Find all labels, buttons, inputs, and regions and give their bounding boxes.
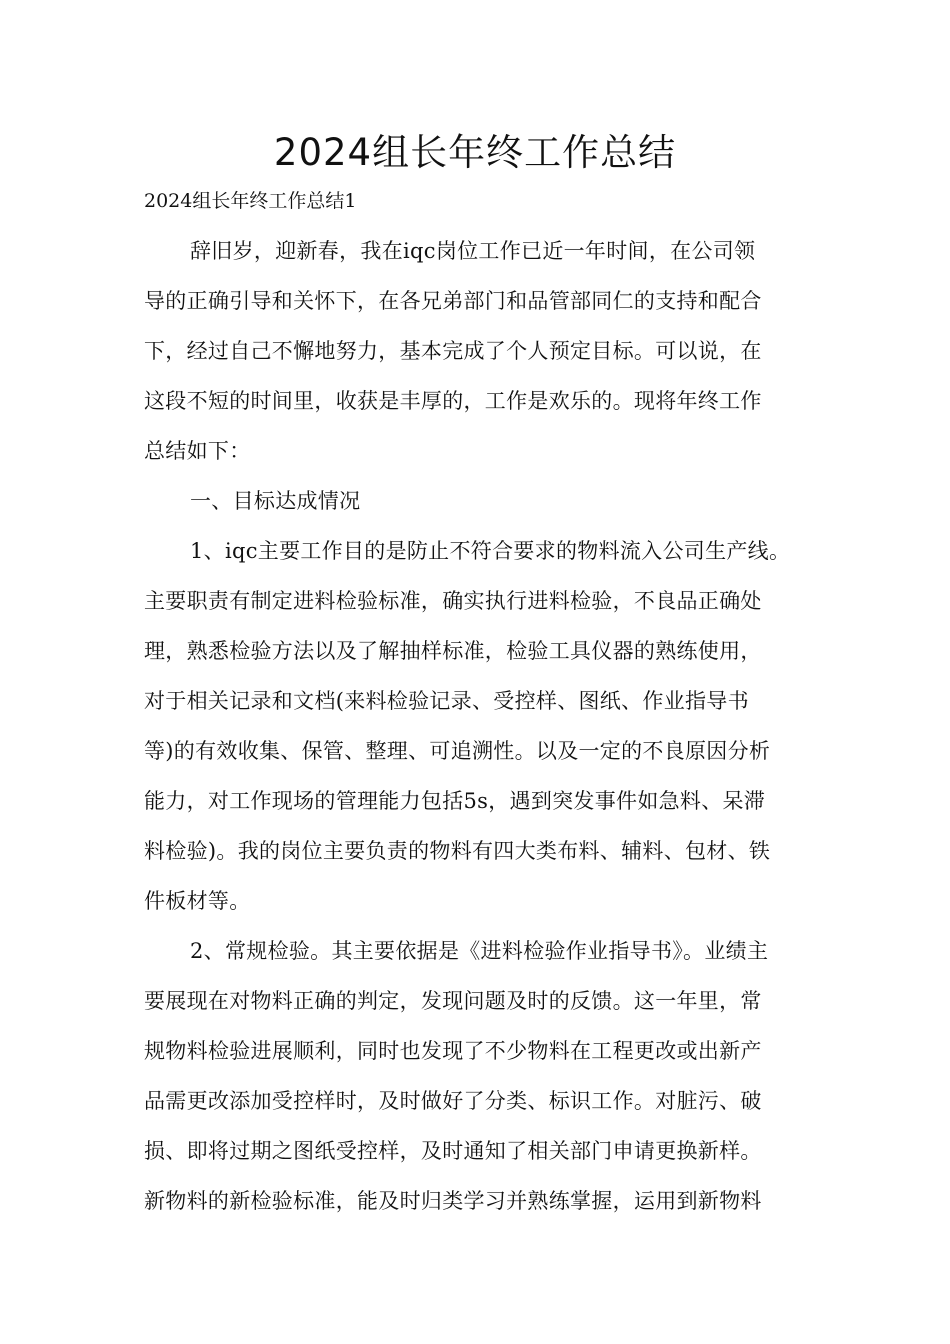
paragraph-line: 能力，对工作现场的管理能力包括5s，遇到突发事件如急料、呆滞: [144, 789, 766, 813]
paragraph-line: 对于相关记录和文档(来料检验记录、受控样、图纸、作业指导书: [144, 689, 749, 713]
paragraph-line: 要展现在对物料正确的判定，发现问题及时的反馈。这一年里，常: [144, 989, 762, 1013]
paragraph-line: 件板材等。: [144, 889, 251, 913]
paragraph-item-1: [144, 526, 806, 926]
paragraph-line: 料检验)。我的岗位主要负责的物料有四大类布料、辅料、包材、铁: [144, 839, 771, 863]
paragraph-line: 损、即将过期之图纸受控样，及时通知了相关部门申请更换新样。: [144, 1139, 762, 1163]
paragraph-line: 理，熟悉检验方法以及了解抽样标准，检验工具仪器的熟练使用，: [144, 639, 762, 663]
paragraph-line: 规物料检验进展顺利，同时也发现了不少物料在工程更改或出新产: [144, 1039, 762, 1063]
paragraph-line: 这段不短的时间里，收获是丰厚的，工作是欢乐的。现将年终工作: [144, 389, 762, 413]
subsection-heading: 一、目标达成情况: [190, 489, 361, 513]
paragraph-item-2: [144, 926, 806, 1226]
paragraph-line: 辞旧岁，迎新春，我在iqc岗位工作已近一年时间，在公司领: [190, 239, 756, 263]
paragraph-line: 1、iqc主要工作目的是防止不符合要求的物料流入公司生产线。: [190, 539, 791, 563]
paragraph-line: 下，经过自己不懈地努力，基本完成了个人预定目标。可以说，在: [144, 339, 762, 363]
paragraph-line: 品需更改添加受控样时，及时做好了分类、标识工作。对脏污、破: [144, 1089, 762, 1113]
paragraph-line: 新物料的新检验标准，能及时归类学习并熟练掌握，运用到新物料: [144, 1189, 762, 1213]
paragraph-section-one: [144, 476, 806, 526]
paragraph-line: 2、常规检验。其主要依据是《进料检验作业指导书》。业绩主: [190, 939, 769, 963]
paragraph-line: 主要职责有制定进料检验标准，确实执行进料检验，不良品正确处: [144, 589, 762, 613]
paragraph-intro: [144, 226, 806, 476]
paragraph-line: 总结如下：: [144, 439, 251, 463]
paragraph-line: 等)的有效收集、保管、整理、可追溯性。以及一定的不良原因分析: [144, 739, 771, 763]
section-heading: 2024组长年终工作总结1: [144, 190, 357, 212]
document-title: 2024组长年终工作总结: [273, 131, 677, 174]
paragraph-line: 导的正确引导和关怀下，在各兄弟部门和品管部同仁的支持和配合: [144, 289, 762, 313]
